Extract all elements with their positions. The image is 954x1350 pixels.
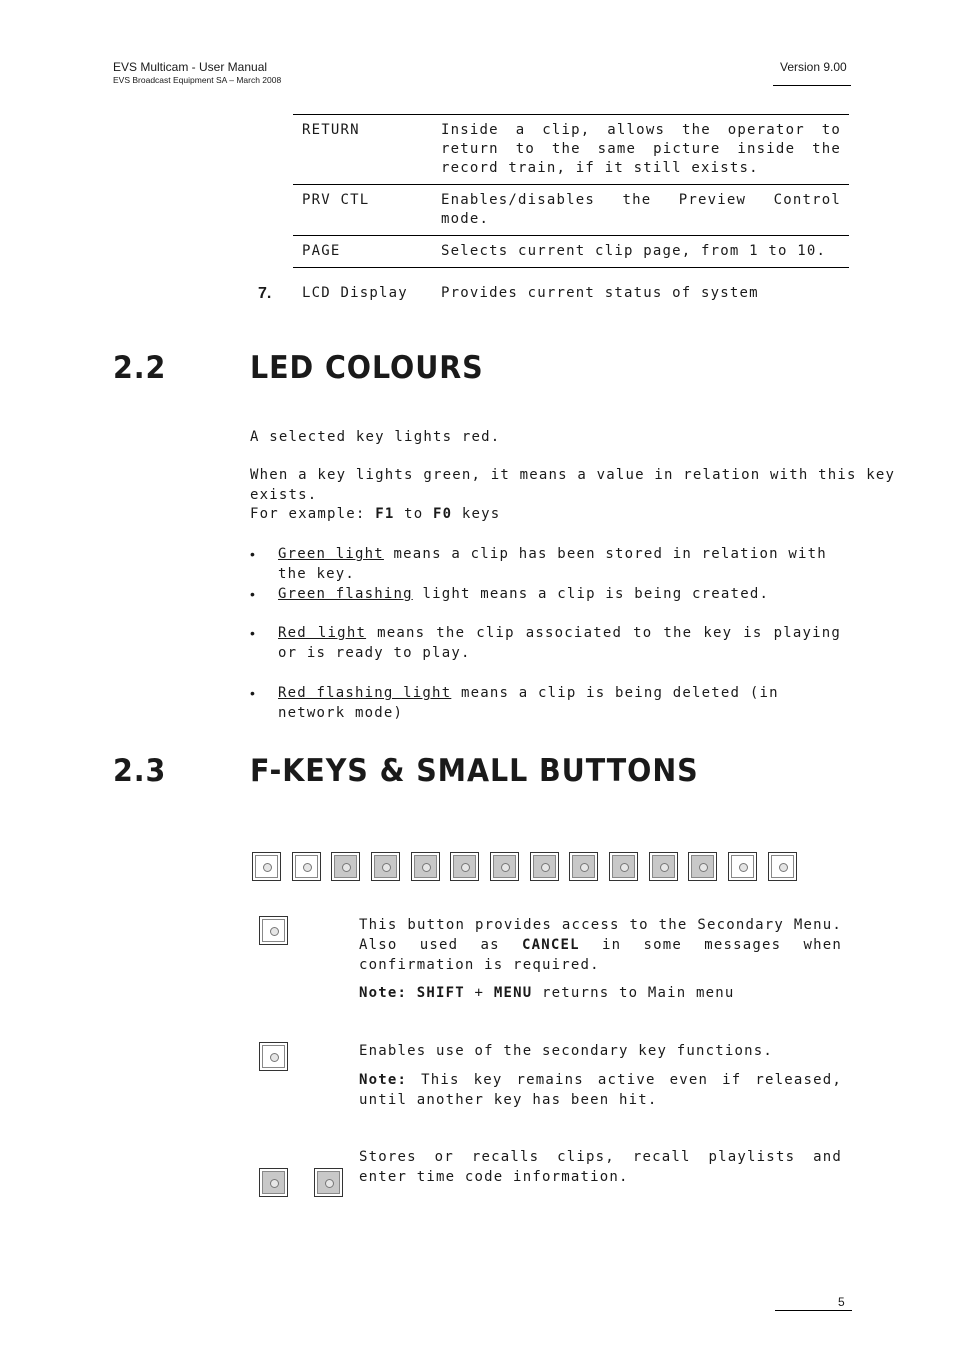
key-f0: F0 [432,506,453,522]
text: keys [452,506,501,522]
led-icon [699,863,708,872]
small-button[interactable] [768,852,797,881]
section-number: 2.2 [113,350,167,386]
f-key-button[interactable] [411,852,440,881]
text: + [464,985,494,1001]
key-description: Inside a clip, allows the operator to return to the same picture inside the record train, if it still exists. [432,115,849,185]
note [359,983,735,1003]
paragraph: Stores or recalls clips, recall playlists and enter time code information. [359,1149,842,1185]
text: means a clip is being deleted (in network mode) [278,685,779,721]
bullet-icon: • [250,546,255,562]
paragraph [359,915,842,975]
note [359,1070,842,1110]
key-f1: F1 [375,506,395,522]
text: This button provides access to the Secondary Menu. Also used as [359,917,842,953]
bullet-icon: • [250,625,255,641]
led-icon [739,863,748,872]
paragraph: When a key lights green, it means a value in relation with this key exists. [250,467,896,503]
led-icon [270,1179,279,1188]
f-key-button[interactable] [490,852,519,881]
table-row [293,185,849,236]
header-rule [773,85,851,86]
footer-rule [775,1310,852,1311]
led-icon [342,863,351,872]
term: Green flashing [278,586,413,602]
f-key-button[interactable] [688,852,717,881]
term: Green light [278,546,384,562]
key-description: Selects current clip page, from 1 to 10. [432,236,849,268]
led-icon [263,863,272,872]
header-title: EVS Multicam - User Manual [113,60,268,74]
text: This key remains active even if released, until another key has been hit. [359,1072,842,1108]
key-name: PAGE [293,236,432,268]
f-key-button[interactable] [609,852,638,881]
item-number: 7. [258,285,272,302]
f-key-button[interactable] [649,852,678,881]
menu-button[interactable] [252,852,281,881]
text: in some messages when confirmation is required. [359,937,842,973]
shift-button[interactable] [259,1042,288,1071]
led-icon [303,863,312,872]
item-label: LCD Display [302,285,408,301]
list-item [278,623,841,663]
note-label: Note: [359,1072,408,1088]
f-key-button[interactable] [331,852,360,881]
shift-button[interactable] [292,852,321,881]
paragraph: Enables use of the secondary key functions. [359,1043,774,1059]
key-name: PRV CTL [293,185,432,236]
led-icon [270,927,279,936]
section-title: F-KEYS & SMALL BUTTONS [250,753,699,789]
menu-label: MENU [493,985,533,1001]
key-description: Enables/disables the Preview Control mode. [432,185,849,236]
header-version: Version 9.00 [780,60,847,74]
paragraph [250,504,500,524]
small-button[interactable] [728,852,757,881]
f-key-button[interactable] [371,852,400,881]
list-item [278,584,843,604]
paragraph: A selected key lights red. [250,429,501,445]
f-key-button[interactable] [569,852,598,881]
led-icon [382,863,391,872]
f-key-button[interactable] [530,852,559,881]
f-key-button[interactable] [259,1168,288,1197]
section-title: LED COLOURS [250,350,484,386]
f-key-button[interactable] [450,852,479,881]
list-item [278,683,843,723]
note-label: Note: SHIFT [359,985,465,1001]
list-item [278,544,843,584]
key-table [293,114,849,268]
table-row [293,236,849,268]
text: to [394,506,433,522]
led-icon [270,1053,279,1062]
page-number: 5 [838,1295,845,1309]
cancel-label: CANCEL [521,937,580,953]
term: Red flashing light [278,685,452,701]
f-key-button[interactable] [314,1168,343,1197]
led-icon [501,863,510,872]
text: returns to Main menu [532,985,735,1001]
led-icon [620,863,629,872]
led-icon [660,863,669,872]
text: means a clip has been stored in relation with the key. [278,546,827,582]
table-row [293,115,849,185]
item-description: Provides current status of system [441,285,759,301]
key-name: RETURN [293,115,432,185]
led-icon [580,863,589,872]
header-subtitle: EVS Broadcast Equipment SA – March 2008 [113,75,282,85]
section-number: 2.3 [113,753,167,789]
bullet-icon: • [250,685,255,701]
led-icon [461,863,470,872]
led-icon [422,863,431,872]
text: means the clip associated to the key is playing or is ready to play. [278,625,841,661]
led-icon [325,1179,334,1188]
led-icon [779,863,788,872]
led-icon [541,863,550,872]
term: Red light [278,625,367,641]
menu-button[interactable] [259,916,288,945]
text: For example: [250,506,376,522]
bullet-icon: • [250,586,255,602]
text: light means a clip is being created. [412,586,770,602]
